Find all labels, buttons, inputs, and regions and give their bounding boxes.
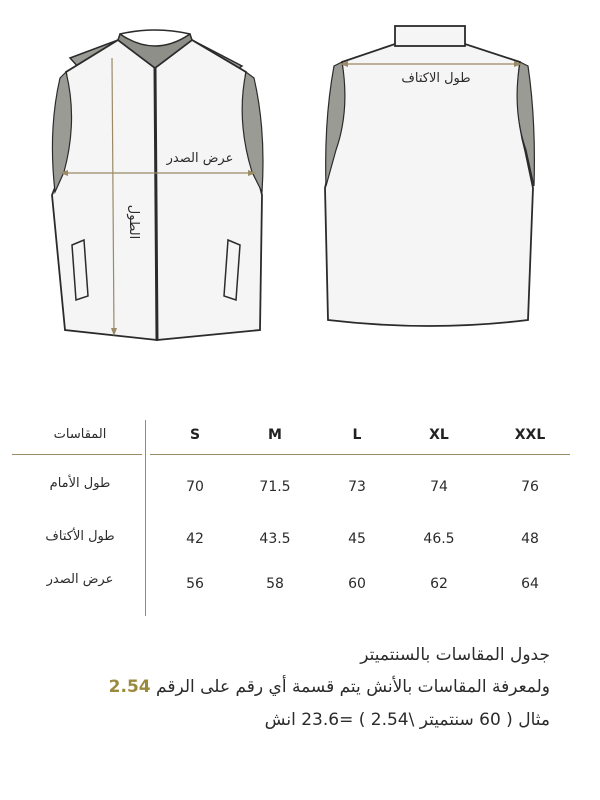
header-divider [12,454,142,455]
table-cell: 48 [521,531,539,547]
table-cell: 58 [266,576,284,592]
table-cell: 73 [348,479,366,495]
chest-width-label: عرض الصدر [166,151,234,166]
table-cell: 64 [521,576,539,592]
size-header-s: S [189,427,201,443]
table-cell: 70 [186,479,204,495]
table-cell: 43.5 [259,531,291,547]
table-cell: 60 [348,576,366,592]
table-cell: 76 [521,479,539,495]
table-cell: 62 [430,576,448,592]
front-vest [52,30,263,340]
note-line-2-text: ولمعرفة المقاسات بالأنش يتم قسمة أي رقم على الرقم [156,677,550,697]
size-table [0,410,600,620]
row-label-chest-width: عرض الصدر [46,572,114,587]
table-cell: 42 [186,531,204,547]
length-label: الطول [126,204,141,240]
size-header-xl: XL [429,427,449,443]
shoulder-length-label: طول الاكتاف [401,71,471,86]
table-corner-label: المقاسات [53,427,107,442]
table-cell: 56 [186,576,204,592]
row-label-shoulder-length: طول الأكتاف [45,529,115,544]
back-vest [325,26,534,326]
table-cell: 46.5 [423,531,455,547]
size-header-m: M [268,427,282,443]
size-header-xxl: XXL [514,427,546,443]
table-cell: 74 [430,479,448,495]
row-label-front-length: طول الأمام [49,476,111,491]
note-line-1: جدول المقاسات بالسنتميتر [360,645,550,665]
vest-diagram [0,0,600,380]
note-divisor-number: 2.54 [108,677,151,697]
header-divider-right [150,454,570,455]
table-cell: 71.5 [259,479,291,495]
note-line-2 [109,677,550,697]
table-cell: 45 [348,531,366,547]
size-header-l: L [352,427,362,443]
note-line-3: مثال ( 60 سنتميتر \2.54 ) =23.6 انش [264,710,550,730]
